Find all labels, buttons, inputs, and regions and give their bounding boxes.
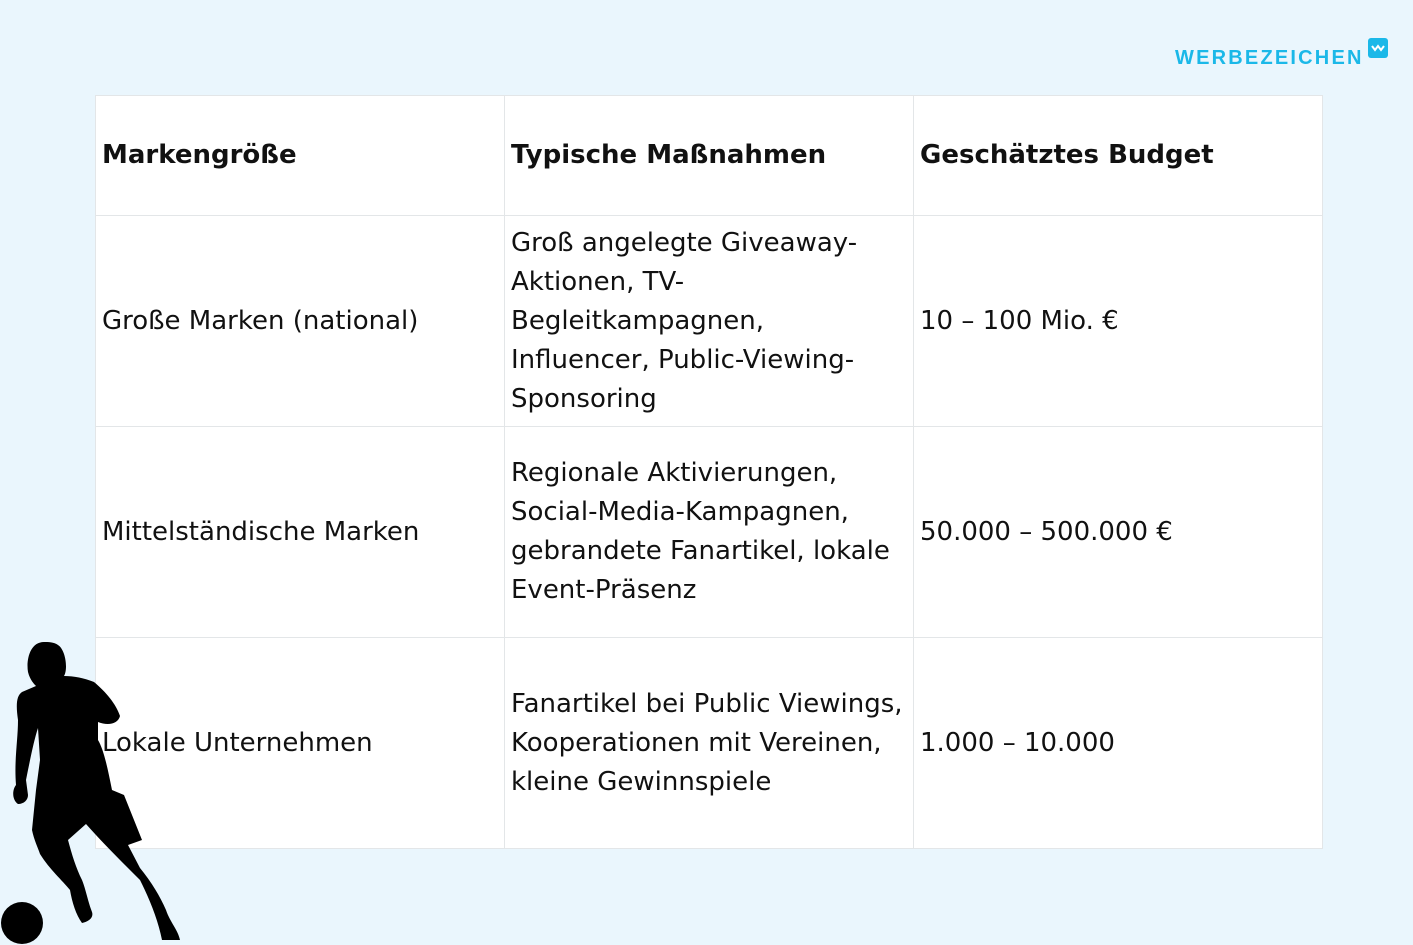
- header-brand-size: Markengröße: [96, 96, 505, 216]
- cell-budget: 10 – 100 Mio. €: [914, 216, 1323, 427]
- cell-budget: 1.000 – 10.000: [914, 638, 1323, 849]
- cell-brand-size: Lokale Unternehmen: [96, 638, 505, 849]
- table-row: [96, 216, 1323, 427]
- brand-logo: [1175, 38, 1388, 70]
- table-row: [96, 638, 1323, 849]
- header-measures: Typische Maßnahmen: [505, 96, 914, 216]
- brand-name: WERBEZEICHEN: [1175, 47, 1364, 69]
- table-header-row: [96, 96, 1323, 216]
- cell-measures: Groß angelegte Giveaway-Aktionen, TV-Begleitkampagnen, Influencer, Public-Viewing-Sponsoring: [505, 216, 914, 427]
- cell-measures: Regionale Aktivierungen, Social-Media-Kampagnen, gebrandete Fanartikel, lokale Event-Präsenz: [505, 427, 914, 638]
- cell-brand-size: Mittelständische Marken: [96, 427, 505, 638]
- cell-brand-size: Große Marken (national): [96, 216, 505, 427]
- budget-table: [95, 95, 1323, 849]
- cell-budget: 50.000 – 500.000 €: [914, 427, 1323, 638]
- soccer-player-silhouette-icon: [0, 640, 200, 945]
- header-budget: Geschätztes Budget: [914, 96, 1323, 216]
- check-wave-icon: [1368, 38, 1388, 58]
- table-row: [96, 427, 1323, 638]
- cell-measures: Fanartikel bei Public Viewings, Kooperationen mit Vereinen, kleine Gewinnspiele: [505, 638, 914, 849]
